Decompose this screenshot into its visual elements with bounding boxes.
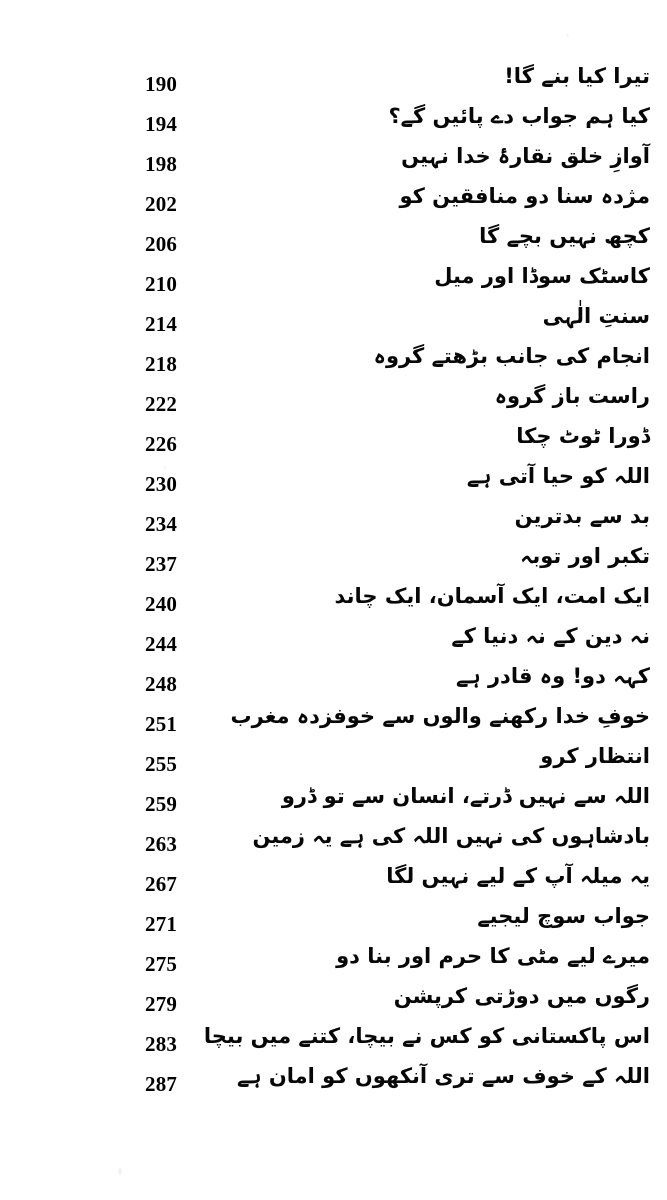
- toc-entry-title: سنتِ الٰہی: [542, 304, 650, 328]
- toc-entry-title: اللہ کو حیا آتی ہے: [466, 464, 650, 488]
- toc-entry-title: راست باز گروہ: [494, 384, 650, 408]
- toc-page-number: 283: [145, 1032, 178, 1056]
- toc-page-number: 206: [145, 232, 178, 256]
- scan-artifact: [566, 34, 569, 37]
- toc-page-number: 226: [145, 432, 178, 456]
- toc-page-number: 267: [145, 872, 178, 896]
- toc-entry-title: انتظار کرو: [540, 744, 650, 768]
- table-of-contents-list: [0, 66, 667, 1106]
- toc-page-number: 198: [145, 152, 178, 176]
- toc-entry-title: بد سے بدترین: [514, 504, 650, 528]
- toc-page-number: 194: [145, 112, 178, 136]
- toc-page-number: 255: [145, 752, 178, 776]
- toc-entry-title: تیرا کیا بنے گا!: [504, 64, 650, 88]
- toc-entry[interactable]: [0, 1066, 667, 1106]
- toc-entry-title: رگوں میں دوڑتی کرپشن: [393, 984, 650, 1008]
- toc-page-number: 251: [145, 712, 178, 736]
- toc-entry-title: انجام کی جانب بڑھتے گروہ: [373, 344, 650, 368]
- scan-artifact: [118, 1168, 122, 1175]
- toc-page-number: 248: [145, 672, 178, 696]
- toc-entry-title: خوفِ خدا رکھنے والوں سے خوفزدہ مغرب: [230, 704, 650, 728]
- toc-entry-title: کچھ نہیں بچے گا: [479, 224, 650, 248]
- toc-page-number: 190: [145, 72, 178, 96]
- toc-entry-title: اللہ کے خوف سے تری آنکھوں کو امان ہے: [236, 1064, 650, 1088]
- toc-page-number: 275: [145, 952, 178, 976]
- toc-entry-title: تکبر اور توبہ: [520, 544, 650, 568]
- toc-page-number: 218: [145, 352, 178, 376]
- toc-page-number: 240: [145, 592, 178, 616]
- toc-page-number: 210: [145, 272, 178, 296]
- toc-entry-title: اس پاکستانی کو کس نے بیچا، کتنے میں بیچا: [203, 1024, 650, 1048]
- toc-entry-title: آوازِ خلق نقارۂ خدا نہیں: [401, 144, 650, 168]
- toc-page-number: 259: [145, 792, 178, 816]
- toc-page-number: 271: [145, 912, 178, 936]
- toc-entry-title: جواب سوچ لیجیے: [477, 904, 650, 928]
- toc-page-number: 234: [145, 512, 178, 536]
- toc-entry-title: یہ میلہ آپ کے لیے نہیں لگا: [386, 864, 650, 888]
- toc-page-number: 244: [145, 632, 178, 656]
- toc-entry-title: میرے لیے مٹی کا حرم اور بنا دو: [336, 944, 650, 968]
- toc-entry-title: ڈورا ٹوٹ چکا: [516, 424, 650, 448]
- toc-entry-title: ایک امت، ایک آسمان، ایک چاند: [334, 584, 650, 608]
- toc-page-number: 230: [145, 472, 178, 496]
- toc-page-number: 237: [145, 552, 178, 576]
- toc-entry-title: نہ دین کے نہ دنیا کے: [451, 624, 650, 648]
- toc-entry-title: بادشاہوں کی نہیں اللہ کی ہے یہ زمین: [252, 824, 650, 848]
- toc-page-number: 214: [145, 312, 178, 336]
- toc-entry-title: اللہ سے نہیں ڈرتے، انسان سے تو ڈرو: [281, 784, 650, 808]
- toc-page-number: 279: [145, 992, 178, 1016]
- toc-entry-title: کیا ہم جواب دے پائیں گے؟: [388, 104, 650, 128]
- toc-page-number: 263: [145, 832, 178, 856]
- toc-entry-title: کاسٹک سوڈا اور میل: [434, 264, 650, 288]
- toc-page-number: 287: [145, 1072, 178, 1096]
- toc-entry-title: مژدہ سنا دو منافقین کو: [399, 184, 650, 208]
- toc-entry-title: کہہ دو! وہ قادر ہے: [456, 664, 650, 688]
- toc-page-number: 222: [145, 392, 178, 416]
- toc-page-number: 202: [145, 192, 178, 216]
